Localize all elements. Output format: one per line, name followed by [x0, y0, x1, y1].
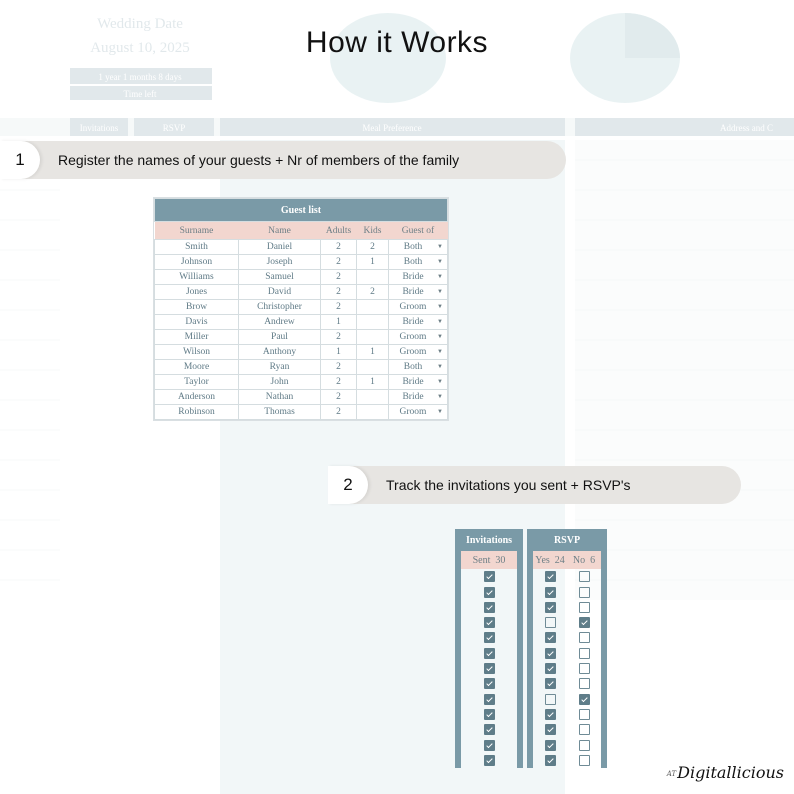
dropdown-caret-icon[interactable]: ▼	[437, 334, 443, 340]
kids-cell[interactable]: 1	[357, 345, 389, 360]
table-row	[155, 405, 448, 420]
name-cell[interactable]: Nathan	[239, 390, 321, 405]
table-row	[458, 630, 520, 645]
name-cell[interactable]: Anthony	[239, 345, 321, 360]
dropdown-caret-icon[interactable]: ▼	[437, 274, 443, 280]
guest-of-select[interactable]: Bride ▼	[389, 270, 448, 285]
name-cell[interactable]: Samuel	[239, 270, 321, 285]
surname-cell[interactable]: Robinson	[155, 405, 239, 420]
table-row	[458, 676, 520, 691]
table-row	[155, 285, 448, 300]
table-row	[155, 255, 448, 270]
rsvp-yes-checkbox[interactable]	[545, 587, 556, 598]
name-cell[interactable]: Thomas	[239, 405, 321, 420]
yes-header: Yes 24	[530, 551, 567, 569]
rsvp-yes-checkbox[interactable]	[545, 663, 556, 674]
col-kids: Kids	[357, 222, 389, 240]
sent-count: 30	[495, 554, 506, 566]
invitations-table	[455, 529, 523, 768]
adults-cell[interactable]: 2	[321, 255, 357, 270]
guest-list-table	[154, 198, 448, 420]
sent-checkbox[interactable]	[484, 709, 495, 720]
dropdown-caret-icon[interactable]: ▼	[437, 379, 443, 385]
table-row	[458, 600, 520, 615]
table-row	[458, 753, 520, 768]
table-row	[530, 737, 604, 752]
rsvp-no-checkbox[interactable]	[579, 740, 590, 751]
kids-cell[interactable]: 2	[357, 240, 389, 255]
name-cell[interactable]: David	[239, 285, 321, 300]
table-row	[458, 691, 520, 706]
rsvp-no-checkbox[interactable]	[579, 724, 590, 735]
table-row	[458, 722, 520, 737]
table-row	[530, 722, 604, 737]
name-cell[interactable]: Ryan	[239, 360, 321, 375]
time-left: Time left	[123, 89, 157, 99]
table-row	[530, 753, 604, 768]
kids-cell[interactable]	[357, 315, 389, 330]
wedding-date-label: Wedding Date	[97, 16, 183, 32]
table-row	[155, 375, 448, 390]
guest-of-select[interactable]: Groom ▼	[389, 345, 448, 360]
guest-of-select[interactable]: Bride ▼	[389, 390, 448, 405]
name-cell[interactable]: Christopher	[239, 300, 321, 315]
bg-invitations: Invitations	[79, 123, 119, 133]
dropdown-caret-icon[interactable]: ▼	[437, 289, 443, 295]
dropdown-caret-icon[interactable]: ▼	[437, 364, 443, 370]
table-row	[530, 691, 604, 706]
sent-checkbox[interactable]	[484, 587, 495, 598]
table-row	[530, 661, 604, 676]
guest-of-select[interactable]: Bride ▼	[389, 315, 448, 330]
step-2-banner	[328, 466, 741, 504]
table-row	[458, 615, 520, 630]
brand-logo: ATDigitallicious	[666, 763, 784, 782]
step-2-number: 2	[328, 466, 368, 504]
bg-rsvp: RSVP	[162, 123, 186, 133]
rsvp-table	[527, 529, 607, 768]
kids-cell[interactable]	[357, 405, 389, 420]
table-row	[458, 569, 520, 584]
rsvp-yes-checkbox[interactable]	[545, 648, 556, 659]
rsvp-no-checkbox[interactable]	[579, 617, 590, 628]
guest-of-select[interactable]: Groom ▼	[389, 300, 448, 315]
invitation-rows	[458, 569, 520, 768]
page-title: How it Works	[305, 26, 489, 59]
dropdown-caret-icon[interactable]: ▼	[437, 259, 443, 265]
name-cell[interactable]: Paul	[239, 330, 321, 345]
sent-checkbox[interactable]	[484, 740, 495, 751]
kids-cell[interactable]	[357, 300, 389, 315]
adults-cell[interactable]: 2	[321, 285, 357, 300]
rsvp-no-checkbox[interactable]	[579, 663, 590, 674]
adults-cell[interactable]: 2	[321, 405, 357, 420]
table-row	[155, 345, 448, 360]
table-row	[155, 300, 448, 315]
sent-checkbox[interactable]	[484, 571, 495, 582]
step-1-text: Register the names of your guests + Nr of members of the family	[58, 152, 460, 168]
table-row	[530, 676, 604, 691]
sent-checkbox[interactable]	[484, 755, 495, 766]
invitations-caption: Invitations	[458, 529, 520, 551]
col-surname: Surname	[155, 222, 239, 240]
adults-cell[interactable]: 1	[321, 345, 357, 360]
kids-cell[interactable]	[357, 390, 389, 405]
bg-address: Address and C	[720, 123, 773, 133]
guest-of-select[interactable]: Both ▼	[389, 240, 448, 255]
dropdown-caret-icon[interactable]: ▼	[437, 409, 443, 415]
adults-cell[interactable]: 2	[321, 390, 357, 405]
rsvp-no-checkbox[interactable]	[579, 755, 590, 766]
sent-checkbox[interactable]	[484, 617, 495, 628]
rsvp-caption: RSVP	[530, 529, 604, 551]
table-row	[530, 600, 604, 615]
rsvp-no-checkbox[interactable]	[579, 678, 590, 689]
surname-cell[interactable]: Williams	[155, 270, 239, 285]
table-row	[530, 707, 604, 722]
rsvp-yes-checkbox[interactable]	[545, 694, 556, 705]
col-adults: Adults	[321, 222, 357, 240]
countdown: 1 year 1 months 8 days	[98, 72, 182, 82]
rsvp-yes-checkbox[interactable]	[545, 571, 556, 582]
surname-cell[interactable]: Taylor	[155, 375, 239, 390]
bg-meal: Meal Preference	[362, 123, 422, 133]
rsvp-yes-checkbox[interactable]	[545, 632, 556, 643]
col-name: Name	[239, 222, 321, 240]
no-header: No 6	[567, 551, 604, 569]
surname-cell[interactable]: Jones	[155, 285, 239, 300]
table-row	[530, 584, 604, 599]
surname-cell[interactable]: Smith	[155, 240, 239, 255]
kids-cell[interactable]	[357, 270, 389, 285]
table-row	[155, 360, 448, 375]
table-row	[155, 390, 448, 405]
rsvp-no-checkbox[interactable]	[579, 648, 590, 659]
table-row	[458, 737, 520, 752]
step-2-text: Track the invitations you sent + RSVP's	[386, 477, 631, 493]
col-guest-of: Guest of	[389, 222, 448, 240]
table-row	[155, 330, 448, 345]
step-1-number: 1	[0, 141, 40, 179]
guest-of-select[interactable]: Both ▼	[389, 360, 448, 375]
sent-header: Sent 30	[458, 551, 520, 569]
guest-of-select[interactable]: Bride ▼	[389, 375, 448, 390]
table-row	[155, 240, 448, 255]
table-row	[458, 584, 520, 599]
adults-cell[interactable]: 1	[321, 315, 357, 330]
surname-cell[interactable]: Brow	[155, 300, 239, 315]
guest-rows	[155, 240, 448, 420]
sent-checkbox[interactable]	[484, 678, 495, 689]
surname-cell[interactable]: Anderson	[155, 390, 239, 405]
guest-of-select[interactable]: Bride ▼	[389, 285, 448, 300]
yes-count: 24	[554, 554, 565, 566]
table-row	[530, 615, 604, 630]
dropdown-caret-icon[interactable]: ▼	[437, 319, 443, 325]
step-1-banner	[0, 141, 566, 179]
rsvp-rows	[530, 569, 604, 768]
rsvp-yes-checkbox[interactable]	[545, 602, 556, 613]
adults-cell[interactable]: 2	[321, 270, 357, 285]
rsvp-yes-checkbox[interactable]	[545, 678, 556, 689]
surname-cell[interactable]: Davis	[155, 315, 239, 330]
guest-list-caption: Guest list	[155, 199, 448, 222]
rsvp-no-checkbox[interactable]	[579, 587, 590, 598]
surname-cell[interactable]: Wilson	[155, 345, 239, 360]
rsvp-no-checkbox[interactable]	[579, 632, 590, 643]
sent-checkbox[interactable]	[484, 663, 495, 674]
surname-cell[interactable]: Moore	[155, 360, 239, 375]
dropdown-caret-icon[interactable]: ▼	[437, 304, 443, 310]
sent-checkbox[interactable]	[484, 632, 495, 643]
name-cell[interactable]: John	[239, 375, 321, 390]
sent-checkbox[interactable]	[484, 602, 495, 613]
surname-cell[interactable]: Miller	[155, 330, 239, 345]
adults-cell[interactable]: 2	[321, 300, 357, 315]
table-row	[530, 630, 604, 645]
rsvp-no-checkbox[interactable]	[579, 571, 590, 582]
table-row	[530, 569, 604, 584]
guest-of-select[interactable]: Groom ▼	[389, 330, 448, 345]
name-cell[interactable]: Joseph	[239, 255, 321, 270]
rsvp-yes-checkbox[interactable]	[545, 617, 556, 628]
rsvp-yes-checkbox[interactable]	[545, 755, 556, 766]
rsvp-no-checkbox[interactable]	[579, 602, 590, 613]
guest-of-select[interactable]: Both ▼	[389, 255, 448, 270]
kids-cell[interactable]: 1	[357, 375, 389, 390]
no-count: 6	[590, 554, 596, 566]
sent-checkbox[interactable]	[484, 724, 495, 735]
name-cell[interactable]: Daniel	[239, 240, 321, 255]
surname-cell[interactable]: Johnson	[155, 255, 239, 270]
adults-cell[interactable]: 2	[321, 375, 357, 390]
rsvp-no-checkbox[interactable]	[579, 694, 590, 705]
sent-checkbox[interactable]	[484, 694, 495, 705]
rsvp-yes-checkbox[interactable]	[545, 724, 556, 735]
table-row	[458, 707, 520, 722]
sent-checkbox[interactable]	[484, 648, 495, 659]
table-row	[458, 661, 520, 676]
table-row	[458, 645, 520, 660]
rsvp-no-checkbox[interactable]	[579, 709, 590, 720]
name-cell[interactable]: Andrew	[239, 315, 321, 330]
guest-of-select[interactable]: Groom ▼	[389, 405, 448, 420]
dropdown-caret-icon[interactable]: ▼	[437, 394, 443, 400]
dropdown-caret-icon[interactable]: ▼	[437, 349, 443, 355]
rsvp-yes-checkbox[interactable]	[545, 740, 556, 751]
adults-cell[interactable]: 2	[321, 240, 357, 255]
table-row	[155, 270, 448, 285]
adults-cell[interactable]: 2	[321, 330, 357, 345]
kids-cell[interactable]	[357, 360, 389, 375]
adults-cell[interactable]: 2	[321, 360, 357, 375]
kids-cell[interactable]: 1	[357, 255, 389, 270]
table-row	[530, 645, 604, 660]
kids-cell[interactable]	[357, 330, 389, 345]
wedding-date: August 10, 2025	[90, 40, 190, 56]
kids-cell[interactable]: 2	[357, 285, 389, 300]
rsvp-yes-checkbox[interactable]	[545, 709, 556, 720]
table-row	[155, 315, 448, 330]
dropdown-caret-icon[interactable]: ▼	[437, 244, 443, 250]
